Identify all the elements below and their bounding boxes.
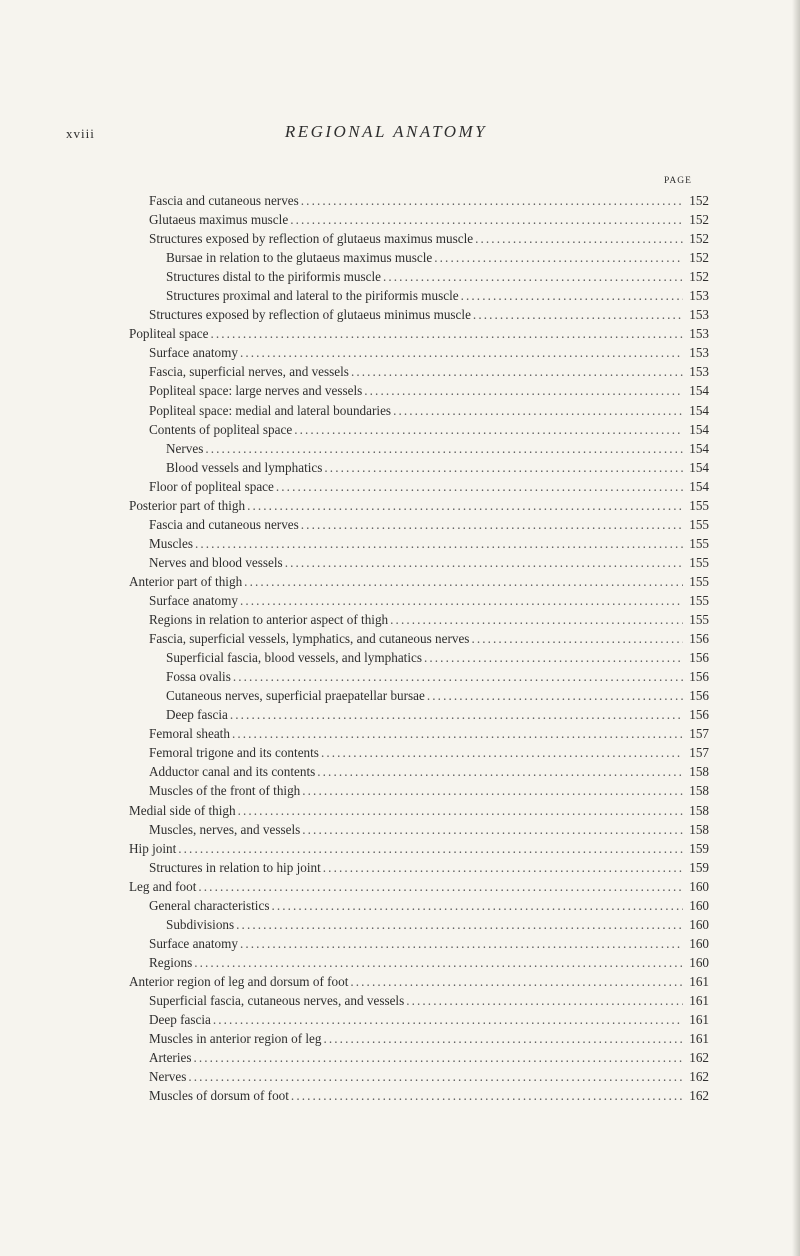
toc-entry-title: Nerves xyxy=(166,440,204,456)
toc-entry xyxy=(129,934,709,953)
toc-entry-title: Superficial fascia, cutaneous nerves, and vessels xyxy=(149,992,405,1008)
dot-leader xyxy=(383,267,683,286)
toc-entry xyxy=(129,1067,709,1086)
toc-entry-page: 158 xyxy=(689,802,709,818)
toc-entry-page: 162 xyxy=(689,1088,709,1104)
toc-entry-page: 161 xyxy=(689,1031,709,1047)
dot-leader xyxy=(473,305,683,324)
toc-entry-page: 154 xyxy=(689,478,709,494)
toc-entry-title: Superficial fascia, blood vessels, and lymphatics xyxy=(166,650,422,666)
toc-entry xyxy=(129,839,709,858)
toc-entry-page: 159 xyxy=(689,840,709,856)
dot-leader xyxy=(240,591,683,610)
toc-entry-page: 152 xyxy=(689,212,709,228)
toc-entry-page: 155 xyxy=(689,612,709,628)
toc-entry-title: Regions xyxy=(149,954,193,970)
toc-entry-title: General characteristics xyxy=(149,897,270,913)
toc-entry xyxy=(129,705,709,724)
toc-entry xyxy=(129,915,709,934)
page-folio: xviii xyxy=(66,126,95,141)
toc-entry-page: 155 xyxy=(689,592,709,608)
toc-entry xyxy=(129,648,709,667)
toc-entry-title: Cutaneous nerves, superficial praepatellar bursae xyxy=(166,688,425,704)
toc-entry-title: Blood vessels and lymphatics xyxy=(166,459,323,475)
toc-entry xyxy=(129,667,709,686)
toc-entry-title: Fossa ovalis xyxy=(166,669,231,685)
toc-entry-page: 152 xyxy=(689,269,709,285)
toc-entry xyxy=(129,858,709,877)
toc-entry xyxy=(129,229,709,248)
toc-entry-title: Fascia and cutaneous nerves xyxy=(149,516,299,532)
toc-entry-title: Hip joint xyxy=(129,840,177,856)
toc-entry xyxy=(129,686,709,705)
toc-entry-page: 155 xyxy=(689,573,709,589)
toc-entry-title: Surface anatomy xyxy=(149,345,238,361)
dot-leader xyxy=(302,781,683,800)
toc-entry xyxy=(129,1048,709,1067)
toc-entry-page: 152 xyxy=(689,250,709,266)
dot-leader xyxy=(317,762,683,781)
toc-entry-page: 152 xyxy=(689,231,709,247)
toc-entry-page: 156 xyxy=(689,631,709,647)
dot-leader xyxy=(301,515,683,534)
toc-entry-title: Femoral sheath xyxy=(149,726,230,742)
toc-entry xyxy=(129,439,709,458)
toc-entry xyxy=(129,401,709,420)
toc-entry-title: Deep fascia xyxy=(166,707,228,723)
toc-entry-title: Structures proximal and lateral to the piriformis muscle xyxy=(166,288,459,304)
dot-leader xyxy=(232,724,683,743)
toc-entry xyxy=(129,420,709,439)
toc-entry-title: Surface anatomy xyxy=(149,935,238,951)
dot-leader xyxy=(194,953,683,972)
toc-entry xyxy=(129,324,709,343)
toc-entry xyxy=(129,743,709,762)
toc-entry xyxy=(129,820,709,839)
table-of-contents xyxy=(129,191,709,1105)
toc-entry xyxy=(129,572,709,591)
dot-leader xyxy=(364,381,683,400)
toc-entry xyxy=(129,248,709,267)
toc-entry-page: 155 xyxy=(689,497,709,513)
toc-entry-page: 162 xyxy=(689,1069,709,1085)
toc-entry-title: Subdivisions xyxy=(166,916,235,932)
toc-entry-page: 152 xyxy=(689,193,709,208)
dot-leader xyxy=(475,229,683,248)
toc-entry-title: Femoral trigone and its contents xyxy=(149,745,319,761)
toc-entry-page: 156 xyxy=(689,650,709,666)
toc-entry-page: 155 xyxy=(689,535,709,551)
dot-leader xyxy=(323,858,683,877)
toc-entry xyxy=(129,267,709,286)
toc-entry xyxy=(129,381,709,400)
toc-entry-title: Fascia and cutaneous nerves xyxy=(149,193,299,208)
toc-entry-title: Anterior part of thigh xyxy=(129,573,243,589)
dot-leader xyxy=(178,839,683,858)
dot-leader xyxy=(230,705,683,724)
toc-entry xyxy=(129,1029,709,1048)
toc-entry-title: Adductor canal and its contents xyxy=(149,764,316,780)
dot-leader xyxy=(188,1067,683,1086)
toc-entry xyxy=(129,972,709,991)
dot-leader xyxy=(213,1010,683,1029)
toc-entry-page: 153 xyxy=(689,288,709,304)
dot-leader xyxy=(427,686,683,705)
toc-entry-title: Popliteal space xyxy=(129,326,209,342)
dot-leader xyxy=(233,667,683,686)
dot-leader xyxy=(291,1086,683,1105)
toc-entry-title: Muscles in anterior region of leg xyxy=(149,1031,322,1047)
toc-entry-page: 153 xyxy=(689,364,709,380)
toc-entry-page: 160 xyxy=(689,916,709,932)
dot-leader xyxy=(195,534,683,553)
toc-entry-title: Popliteal space: large nerves and vessels xyxy=(149,383,363,399)
dot-leader xyxy=(236,915,683,934)
toc-entry xyxy=(129,515,709,534)
toc-entry xyxy=(129,801,709,820)
toc-entry xyxy=(129,896,709,915)
toc-entry xyxy=(129,286,709,305)
dot-leader xyxy=(276,477,683,496)
dot-leader xyxy=(198,877,683,896)
toc-entry-page: 154 xyxy=(689,440,709,456)
toc-entry-page: 157 xyxy=(689,726,709,742)
page-column-label: PAGE xyxy=(664,176,692,186)
toc-entry-title: Structures exposed by reflection of glutaeus maximus muscle xyxy=(149,231,474,247)
dot-leader xyxy=(238,801,683,820)
toc-entry-page: 156 xyxy=(689,707,709,723)
toc-entry-page: 153 xyxy=(689,345,709,361)
toc-entry xyxy=(129,591,709,610)
dot-leader xyxy=(193,1048,683,1067)
toc-entry-title: Deep fascia xyxy=(149,1012,211,1028)
toc-entry-page: 154 xyxy=(689,383,709,399)
dot-leader xyxy=(424,648,683,667)
toc-entry-title: Popliteal space: medial and lateral boundaries xyxy=(149,402,392,418)
toc-entry-page: 157 xyxy=(689,745,709,761)
toc-entry-title: Structures distal to the piriformis muscle xyxy=(166,269,381,285)
dot-leader xyxy=(210,324,683,343)
running-title: REGIONAL ANATOMY xyxy=(284,122,488,141)
toc-entry xyxy=(129,553,709,572)
toc-entry xyxy=(129,762,709,781)
toc-entry-title: Floor of popliteal space xyxy=(149,478,274,494)
toc-entry-page: 154 xyxy=(689,421,709,437)
toc-entry-title: Anterior region of leg and dorsum of foot xyxy=(129,973,349,989)
toc-entry-title: Nerves xyxy=(149,1069,187,1085)
dot-leader xyxy=(240,934,683,953)
toc-entry-title: Structures exposed by reflection of glutaeus minimus muscle xyxy=(149,307,471,323)
toc-entry-page: 153 xyxy=(689,326,709,342)
toc-entry-page: 155 xyxy=(689,554,709,570)
toc-entry xyxy=(129,781,709,800)
dot-leader xyxy=(271,896,683,915)
dot-leader xyxy=(461,286,683,305)
toc-entry-page: 160 xyxy=(689,878,709,894)
dot-leader xyxy=(324,1029,684,1048)
toc-entry-title: Medial side of thigh xyxy=(129,802,236,818)
dot-leader xyxy=(240,343,683,362)
toc-entry xyxy=(129,210,709,229)
toc-entry xyxy=(129,629,709,648)
toc-entry xyxy=(129,496,709,515)
toc-entry xyxy=(129,1086,709,1105)
toc-entry-title: Regions in relation to anterior aspect of thigh xyxy=(149,612,389,628)
toc-entry xyxy=(129,724,709,743)
toc-entry-title: Bursae in relation to the glutaeus maximus muscle xyxy=(166,250,433,266)
toc-entry xyxy=(129,343,709,362)
dot-leader xyxy=(205,439,683,458)
dot-leader xyxy=(285,553,683,572)
toc-entry-page: 156 xyxy=(689,669,709,685)
toc-entry-page: 156 xyxy=(689,688,709,704)
toc-entry xyxy=(129,953,709,972)
dot-leader xyxy=(302,820,683,839)
toc-entry xyxy=(129,305,709,324)
toc-entry-page: 160 xyxy=(689,897,709,913)
dot-leader xyxy=(390,610,683,629)
toc-entry xyxy=(129,610,709,629)
dot-leader xyxy=(393,401,683,420)
dot-leader xyxy=(290,210,683,229)
toc-entry-page: 162 xyxy=(689,1050,709,1066)
toc-entry xyxy=(129,191,709,210)
toc-entry-title: Surface anatomy xyxy=(149,592,238,608)
toc-entry-page: 159 xyxy=(689,859,709,875)
toc-entry-page: 158 xyxy=(689,783,709,799)
toc-entry-title: Nerves and blood vessels xyxy=(149,554,283,570)
toc-entry-page: 161 xyxy=(689,992,709,1008)
toc-entry-title: Structures in relation to hip joint xyxy=(149,859,321,875)
toc-entry-page: 154 xyxy=(689,459,709,475)
toc-entry xyxy=(129,1010,709,1029)
toc-entry-page: 155 xyxy=(689,516,709,532)
toc-entry xyxy=(129,477,709,496)
toc-entry xyxy=(129,991,709,1010)
dot-leader xyxy=(406,991,683,1010)
dot-leader xyxy=(301,191,683,210)
toc-entry-title: Glutaeus maximus muscle xyxy=(149,212,289,228)
toc-entry-title: Muscles of the front of thigh xyxy=(149,783,301,799)
toc-entry xyxy=(129,458,709,477)
dot-leader xyxy=(324,458,683,477)
dot-leader xyxy=(351,362,683,381)
toc-entry-page: 153 xyxy=(689,307,709,323)
toc-entry-page: 161 xyxy=(689,973,709,989)
page-header xyxy=(66,122,706,146)
dot-leader xyxy=(434,248,683,267)
dot-leader xyxy=(244,572,683,591)
page-edge-shadow xyxy=(792,0,800,1256)
toc-entry-title: Contents of popliteal space xyxy=(149,421,293,437)
dot-leader xyxy=(294,420,683,439)
toc-entry-page: 160 xyxy=(689,935,709,951)
toc-entry xyxy=(129,877,709,896)
toc-entry-title: Fascia, superficial vessels, lymphatics, and cutaneous nerves xyxy=(149,631,470,647)
toc-entry-page: 158 xyxy=(689,821,709,837)
toc-entry-title: Muscles xyxy=(149,535,193,551)
toc-entry-page: 158 xyxy=(689,764,709,780)
toc-entry-title: Muscles of dorsum of foot xyxy=(149,1088,289,1104)
toc-entry xyxy=(129,534,709,553)
dot-leader xyxy=(247,496,683,515)
dot-leader xyxy=(471,629,683,648)
dot-leader xyxy=(350,972,683,991)
toc-entry-page: 154 xyxy=(689,402,709,418)
toc-entry-title: Leg and foot xyxy=(129,878,197,894)
toc-entry-title: Posterior part of thigh xyxy=(129,497,246,513)
toc-entry-title: Muscles, nerves, and vessels xyxy=(149,821,301,837)
toc-entry-page: 160 xyxy=(689,954,709,970)
dot-leader xyxy=(321,743,683,762)
toc-entry-title: Fascia, superficial nerves, and vessels xyxy=(149,364,349,380)
toc-entry-title: Arteries xyxy=(149,1050,192,1066)
toc-entry xyxy=(129,362,709,381)
toc-entry-page: 161 xyxy=(689,1012,709,1028)
